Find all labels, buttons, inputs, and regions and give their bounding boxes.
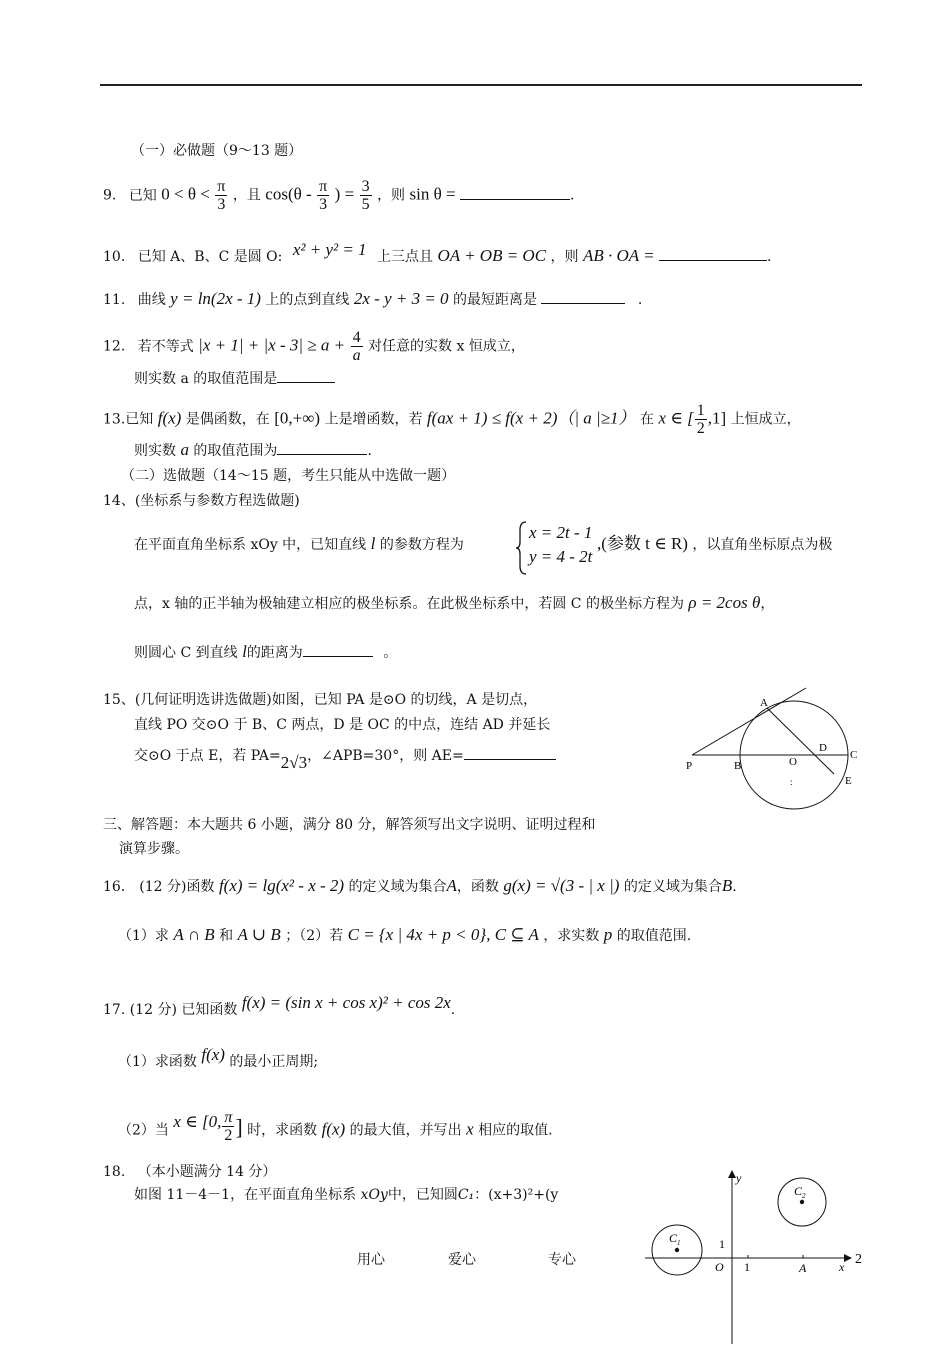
- label-O: O: [789, 756, 797, 768]
- label-C: C: [850, 749, 858, 761]
- fraction-3-5: $\frac{3}{5}$: [361, 178, 370, 213]
- answer-blank-12[interactable]: [277, 368, 335, 383]
- question-18: 如图 11－4－1，在平面直角坐标系 xOy中，已知圆C₁：(x+3)²+(y: [134, 1187, 559, 1203]
- answer-blank-13[interactable]: [277, 440, 367, 455]
- answer-blank-10[interactable]: [659, 246, 767, 261]
- question-14-tail: ,(参数 t ∈ R) ，以直角坐标原点为极: [597, 534, 833, 553]
- section-optional-heading: （二）选做题（14～15 题，考生只能从中选做一题）: [121, 468, 456, 484]
- question-18-title: 18. （本小题满分 14 分）: [103, 1164, 277, 1180]
- fraction-pi-3: $\frac{\pi}{3}$: [217, 178, 226, 213]
- question-16: 16． (12 分)函数 f(x) = lg(x² - x - 2) 的定义域为集合A，函数 g(x) = √(3 - | x |) 的定义域为集合B.: [103, 876, 737, 895]
- question-13: 13.已知 f(x) 是偶函数，在 [0,+∞) 上是增函数，若 f(ax + 1) ≤ f(x + 2)（| a |≥1） 在 x ∈ [ $\frac{1}{2}$ ,1] 上恒成立，: [103, 402, 801, 437]
- origin-label: O: [715, 1260, 724, 1274]
- question-9: 9. 已知 0 < θ < $\frac{\pi}{3}$ ，且 cos(θ - $\frac{\pi}{3}$ ) = $\frac{3}{5}$ ，则 sin θ = .: [103, 178, 575, 213]
- footer-motto-3: 专心: [548, 1252, 576, 1268]
- question-14: 在平面直角坐标系 xOy 中，已知直线 l 的参数方程为: [134, 534, 464, 553]
- question-14-title: 14、(坐标系与参数方程选做题): [103, 493, 300, 509]
- question-14-line3: 则圆心 C 到直线 l的距离为 。: [134, 642, 398, 661]
- question-16-parts: （1）求 A ∩ B 和 A ∪ B ；（2）若 C = {x | 4x + p < 0}, C ⊆ A ，求实数 p 的取值范围.: [118, 925, 692, 944]
- circle-C1-label: $C_1$: [669, 1231, 681, 1247]
- question-13-line2: 则实数 a 的取值范围为 .: [134, 440, 372, 459]
- question-12-line2: 则实数 a 的取值范围是: [134, 368, 335, 388]
- question-17-part1: （1）求函数 f(x) 的最小正周期;: [118, 1045, 319, 1070]
- question-14-line2: 点，x 轴的正半轴为极轴建立相应的极坐标系。在此极坐标系中，若圆 C 的极坐标方程为 ρ = 2cos θ，: [134, 593, 775, 612]
- answer-blank-14[interactable]: [303, 642, 373, 657]
- label-A: A: [760, 697, 768, 709]
- answer-blank-11[interactable]: [541, 289, 625, 304]
- answer-blank-15[interactable]: [464, 745, 556, 760]
- label-E: E: [845, 775, 852, 787]
- param-brace: [516, 520, 528, 580]
- question-17: 17. (12 分) 已知函数 f(x) = (sin x + cos x)² + cos 2x.: [103, 993, 456, 1018]
- question-12: 12. 若不等式 |x + 1| + |x - 3| ≥ a + $\frac{4}{a}$ 对任意的实数 x 恒成立，: [103, 329, 525, 364]
- label-D: D: [819, 742, 827, 754]
- footer-motto-1: 用心: [357, 1252, 385, 1268]
- answer-blank-9[interactable]: [460, 185, 570, 200]
- circle-C2-label: $C_2$: [794, 1184, 806, 1200]
- figure-15-circle-tangent: [682, 684, 872, 818]
- axis-y-label: y: [736, 1171, 742, 1185]
- label-B: B: [734, 760, 742, 772]
- tick-x-1: 1: [744, 1260, 750, 1274]
- section-required-heading: （一）必做题（9～13 题）: [131, 143, 303, 159]
- axis-two-label: 2: [855, 1252, 862, 1267]
- question-17-part2: （2）当 x ∈ [0, $\frac{\pi}{2}$ ] 时，求函数 f(x) 的最大值，并写出 x 相应的取值.: [118, 1109, 553, 1144]
- question-15: 15、(几何证明选讲选做题)如图，已知 PA 是⊙O 的切线，A 是切点，: [103, 692, 538, 708]
- question-11: 11. 曲线 y = ln(2x - 1) 上的点到直线 2x - y + 3 = 0 的最短距离是 .: [103, 289, 643, 308]
- q9-number: 9.: [103, 187, 117, 204]
- tick-y-1: 1: [719, 1237, 725, 1251]
- footer-motto-2: 爱心: [448, 1252, 476, 1268]
- label-P: P: [686, 760, 693, 772]
- figure-18-coordinate-circles: [645, 1165, 870, 1348]
- param-equations: x = 2t - 1 y = 4 - 2t: [529, 523, 593, 566]
- question-10: 10. 已知 A、B、C 是圆 O: x² + y² = 1 上三点且 OA + OB = OC ，则 AB · OA = .: [103, 240, 772, 265]
- section-3-heading: 三、解答题：本大题共 6 小题，满分 80 分，解答须写出文字说明、证明过程和: [103, 817, 596, 833]
- svg-text::: :: [790, 777, 793, 787]
- header-rule: [100, 84, 862, 86]
- question-15-line3: 交⊙O 于点 E，若 PA=2√3，∠APB=30°，则 AE=: [134, 745, 556, 765]
- point-A-label: A: [799, 1261, 807, 1275]
- question-15-line2: 直线 PO 交⊙O 于 B、C 两点，D 是 OC 的中点，连结 AD 并延长: [134, 717, 551, 733]
- axis-x-label: x: [839, 1260, 845, 1274]
- section-3-heading-line2: 演算步骤。: [119, 841, 189, 857]
